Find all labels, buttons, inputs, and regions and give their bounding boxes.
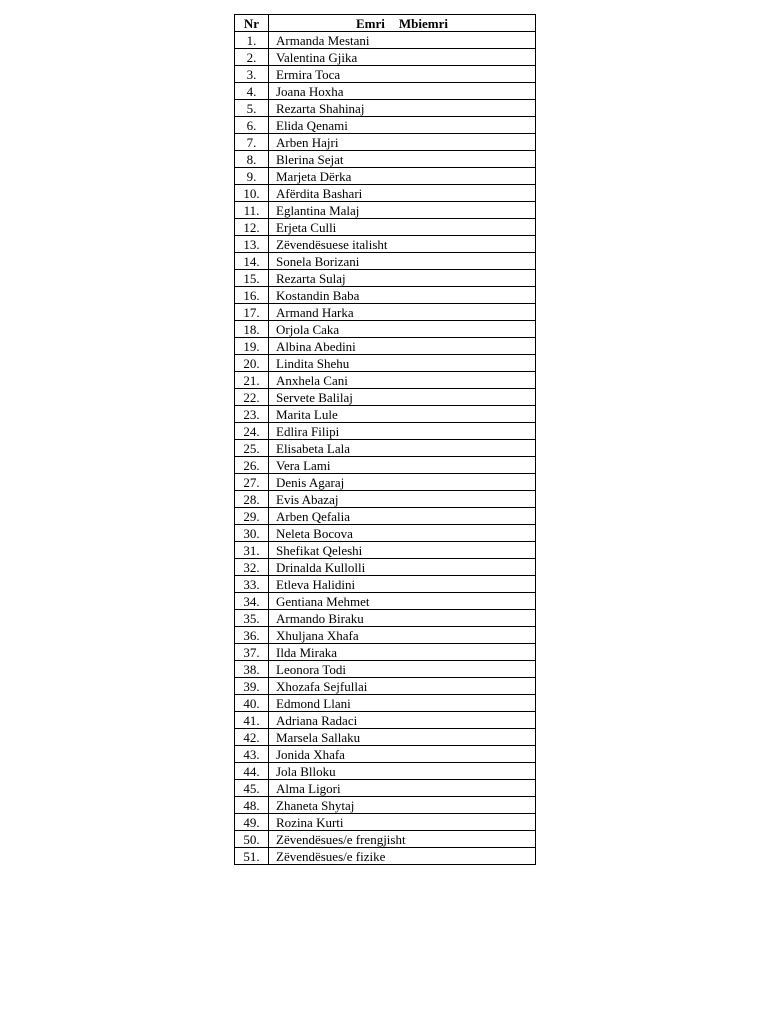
row-full-name: Blerina Sejat [269, 151, 536, 168]
table-row [235, 525, 536, 542]
table-row [235, 712, 536, 729]
row-full-name: Etleva Halidini [269, 576, 536, 593]
row-number: 32. [235, 559, 269, 576]
row-full-name: Edlira Filipi [269, 423, 536, 440]
row-number: 1. [235, 32, 269, 49]
row-number: 39. [235, 678, 269, 695]
table-row [235, 151, 536, 168]
row-number: 45. [235, 780, 269, 797]
row-number: 11. [235, 202, 269, 219]
table-row [235, 321, 536, 338]
table-row [235, 338, 536, 355]
row-full-name: Orjola Caka [269, 321, 536, 338]
table-row [235, 559, 536, 576]
table-row [235, 814, 536, 831]
row-full-name: Eglantina Malaj [269, 202, 536, 219]
row-full-name: Rezarta Shahinaj [269, 100, 536, 117]
row-number: 37. [235, 644, 269, 661]
row-number: 18. [235, 321, 269, 338]
row-number: 14. [235, 253, 269, 270]
row-number: 33. [235, 576, 269, 593]
row-number: 9. [235, 168, 269, 185]
row-full-name: Elisabeta Lala [269, 440, 536, 457]
header-first-name: Emri [356, 15, 385, 31]
row-full-name: Marsela Sallaku [269, 729, 536, 746]
table-row [235, 474, 536, 491]
row-full-name: Evis Abazaj [269, 491, 536, 508]
table-body [235, 32, 536, 865]
row-full-name: Anxhela Cani [269, 372, 536, 389]
row-full-name: Erjeta Culli [269, 219, 536, 236]
table-row [235, 610, 536, 627]
table-row [235, 253, 536, 270]
row-number: 20. [235, 355, 269, 372]
row-number: 48. [235, 797, 269, 814]
row-full-name: Drinalda Kullolli [269, 559, 536, 576]
table-row [235, 695, 536, 712]
table-row [235, 32, 536, 49]
row-number: 5. [235, 100, 269, 117]
row-number: 49. [235, 814, 269, 831]
table-row [235, 780, 536, 797]
row-number: 13. [235, 236, 269, 253]
row-number: 26. [235, 457, 269, 474]
row-number: 38. [235, 661, 269, 678]
table-row [235, 389, 536, 406]
row-number: 22. [235, 389, 269, 406]
table-row [235, 406, 536, 423]
table-row [235, 457, 536, 474]
row-number: 10. [235, 185, 269, 202]
row-full-name: Servete Balilaj [269, 389, 536, 406]
row-full-name: Arben Qefalia [269, 508, 536, 525]
row-full-name: Gentiana Mehmet [269, 593, 536, 610]
row-full-name: Armand Harka [269, 304, 536, 321]
table-row [235, 797, 536, 814]
row-number: 29. [235, 508, 269, 525]
table-header-row [235, 15, 536, 32]
row-number: 23. [235, 406, 269, 423]
table-row [235, 746, 536, 763]
row-number: 24. [235, 423, 269, 440]
table-row [235, 729, 536, 746]
row-full-name: Neleta Bocova [269, 525, 536, 542]
row-number: 25. [235, 440, 269, 457]
row-full-name: Jonida Xhafa [269, 746, 536, 763]
table-row [235, 49, 536, 66]
row-full-name: Elida Qenami [269, 117, 536, 134]
row-full-name: Xhuljana Xhafa [269, 627, 536, 644]
table-row [235, 763, 536, 780]
row-full-name: Zëvendësues/e frengjisht [269, 831, 536, 848]
table-row [235, 627, 536, 644]
row-number: 21. [235, 372, 269, 389]
row-number: 3. [235, 66, 269, 83]
row-number: 8. [235, 151, 269, 168]
header-nr: Nr [235, 15, 269, 32]
table-row [235, 678, 536, 695]
row-full-name: Armando Biraku [269, 610, 536, 627]
table-row [235, 440, 536, 457]
table-row [235, 236, 536, 253]
row-number: 16. [235, 287, 269, 304]
row-number: 19. [235, 338, 269, 355]
table-row [235, 831, 536, 848]
row-full-name: Adriana Radaci [269, 712, 536, 729]
table-row [235, 185, 536, 202]
row-number: 2. [235, 49, 269, 66]
table-row [235, 593, 536, 610]
table-row [235, 100, 536, 117]
table-row [235, 66, 536, 83]
row-full-name: Shefikat Qeleshi [269, 542, 536, 559]
table-row [235, 644, 536, 661]
row-number: 50. [235, 831, 269, 848]
table-row [235, 372, 536, 389]
table-row [235, 508, 536, 525]
row-full-name: Denis Agaraj [269, 474, 536, 491]
table-row [235, 168, 536, 185]
row-number: 7. [235, 134, 269, 151]
row-full-name: Jola Blloku [269, 763, 536, 780]
table-row [235, 134, 536, 151]
table-row [235, 491, 536, 508]
row-full-name: Rezarta Sulaj [269, 270, 536, 287]
header-name [269, 15, 536, 32]
row-full-name: Ilda Miraka [269, 644, 536, 661]
row-number: 44. [235, 763, 269, 780]
name-list-table [234, 14, 536, 865]
header-last-name: Mbiemri [398, 15, 448, 31]
table-row [235, 219, 536, 236]
row-number: 43. [235, 746, 269, 763]
table-row [235, 661, 536, 678]
table-row [235, 202, 536, 219]
row-full-name: Zëvendësues/e fizike [269, 848, 536, 865]
row-full-name: Zëvendësuese italisht [269, 236, 536, 253]
row-number: 41. [235, 712, 269, 729]
row-full-name: Valentina Gjika [269, 49, 536, 66]
row-full-name: Ermira Toca [269, 66, 536, 83]
row-full-name: Joana Hoxha [269, 83, 536, 100]
table-row [235, 304, 536, 321]
row-number: 12. [235, 219, 269, 236]
row-number: 51. [235, 848, 269, 865]
table-row [235, 576, 536, 593]
row-full-name: Vera Lami [269, 457, 536, 474]
row-number: 4. [235, 83, 269, 100]
row-number: 35. [235, 610, 269, 627]
row-full-name: Sonela Borizani [269, 253, 536, 270]
row-full-name: Zhaneta Shytaj [269, 797, 536, 814]
table-row [235, 287, 536, 304]
row-full-name: Albina Abedini [269, 338, 536, 355]
row-full-name: Rozina Kurti [269, 814, 536, 831]
row-number: 6. [235, 117, 269, 134]
row-full-name: Lindita Shehu [269, 355, 536, 372]
row-full-name: Afërdita Bashari [269, 185, 536, 202]
row-number: 42. [235, 729, 269, 746]
row-full-name: Kostandin Baba [269, 287, 536, 304]
table-row [235, 270, 536, 287]
table-row [235, 83, 536, 100]
table-row [235, 848, 536, 865]
row-number: 34. [235, 593, 269, 610]
row-full-name: Alma Ligori [269, 780, 536, 797]
row-number: 30. [235, 525, 269, 542]
row-full-name: Xhozafa Sejfullai [269, 678, 536, 695]
row-full-name: Edmond Llani [269, 695, 536, 712]
table-row [235, 355, 536, 372]
row-full-name: Leonora Todi [269, 661, 536, 678]
row-full-name: Arben Hajri [269, 134, 536, 151]
row-number: 31. [235, 542, 269, 559]
row-number: 40. [235, 695, 269, 712]
row-full-name: Marita Lule [269, 406, 536, 423]
row-number: 15. [235, 270, 269, 287]
row-number: 28. [235, 491, 269, 508]
row-number: 27. [235, 474, 269, 491]
row-full-name: Armanda Mestani [269, 32, 536, 49]
table-row [235, 542, 536, 559]
table-row [235, 117, 536, 134]
table-row [235, 423, 536, 440]
row-number: 36. [235, 627, 269, 644]
row-full-name: Marjeta Dërka [269, 168, 536, 185]
row-number: 17. [235, 304, 269, 321]
